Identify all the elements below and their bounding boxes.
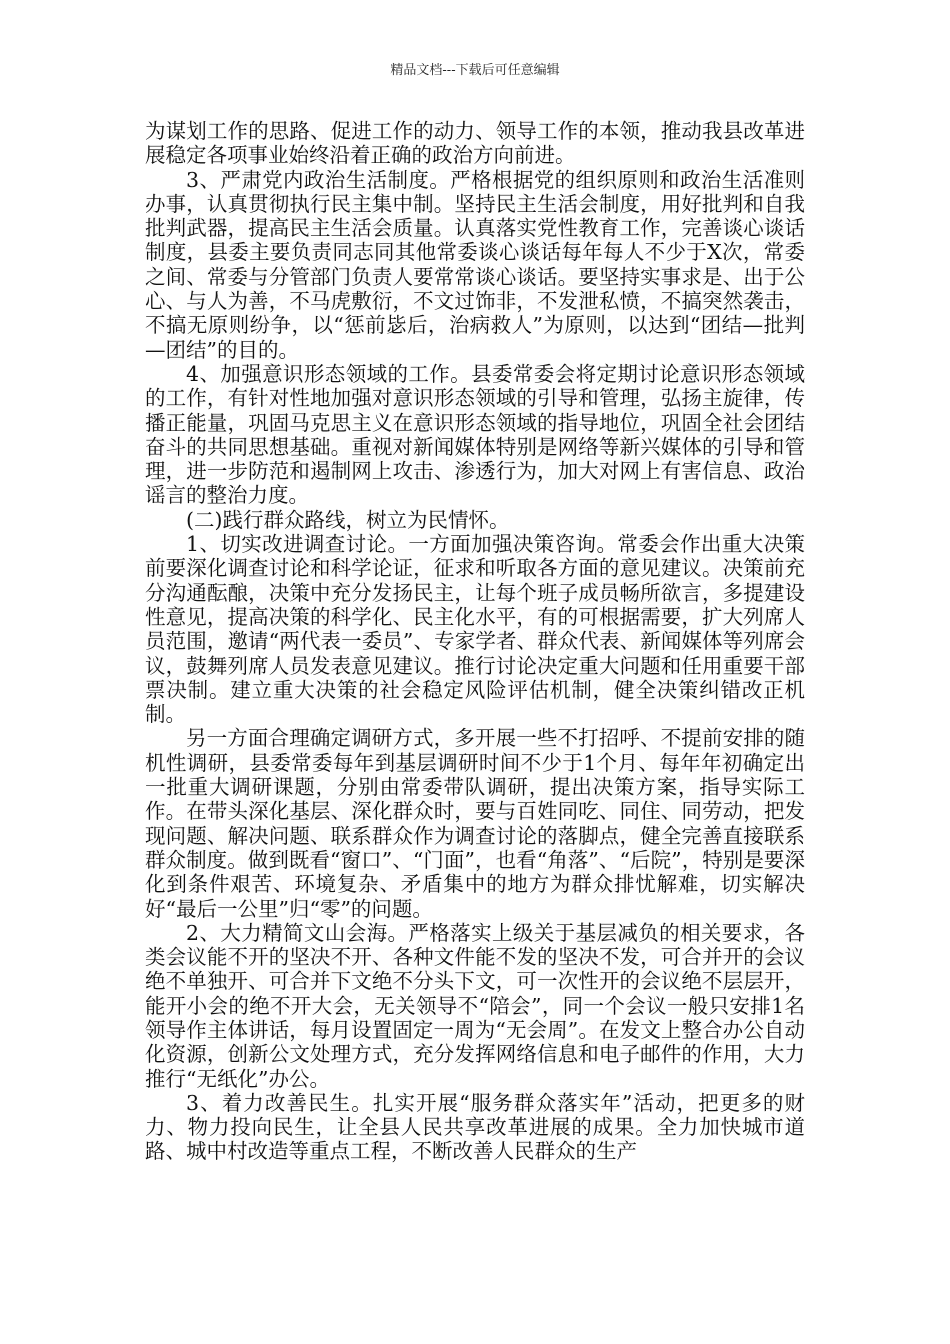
paragraph-4: 1、切实改进调查讨论。一方面加强决策咨询。常委会作出重大决策前要深化调查讨论和科学论证，征求和听取各方面的意见建议。决策前充分沟通酝酿，决策中充分发扬民主，让每个班子成员畅所欲言，多提建设性意见，提高决策的科学化、民主化水平，有的可根据需要，扩大列席人员范围，邀请“两代表一委员”、专家学者、群众代表、新闻媒体等列席会议，鼓舞列席人员发表意见建议。推行讨论决定重大问题和任用重要干部票决制。建立重大决策的社会稳定风险评估机制，健全决策纠错改正机制。: [145, 532, 805, 727]
section-heading: (二)践行群众路线，树立为民情怀。: [186, 507, 510, 532]
paragraph-5: 另一方面合理确定调研方式，多开展一些不打招呼、不提前安排的随机性调研，县委常委每年到基层调研时间不少于1个月、每年年初确定出一批重大调研课题，分别由常委带队调研，提出决策方案，指导实际工作。在带头深化基层、深化群众时，要与百姓同吃、同住、同劳动，把发现问题、解决问题、联系群众作为调查讨论的落脚点，健全完善直接联系群众制度。做到既看“窗口”、“门面”，也看“角落”、“后院”，特别是要深化到条件艰苦、环境复杂、矛盾集中的地方为群众排忧解难，切实解决好“最后一公里”归“零”的问题。: [145, 726, 805, 921]
page-header: 精品文档---下载后可任意编辑: [390, 63, 560, 78]
paragraph-1: 为谋划工作的思路、促进工作的动力、领导工作的本领，推动我县改革进展稳定各项事业始终沿着正确的政治方向前进。: [145, 119, 805, 168]
paragraph-6: 2、大力精简文山会海。严格落实上级关于基层减负的相关要求，各类会议能不开的坚决不开、各种文件能不发的坚决不发，可合并开的会议绝不单独开、可合并下文绝不分头下文，可一次性开的会议绝不层层开，能开小会的绝不开大会，无关领导不“陪会”，同一个会议一般只安排1名领导作主体讲话，每月设置固定一周为“无会周”。在发文上整合办公自动化资源，创新公文处理方式，充分发挥网络信息和电子邮件的作用，大力推行“无纸化”办公。: [145, 920, 805, 1091]
paragraph-2: 3、严肃党内政治生活制度。严格根据党的组织原则和政治生活准则办事，认真贯彻执行民主集中制。坚持民主生活会制度，用好批判和自我批判武器，提高民主生活会质量。认真落实党性教育工作，完善谈心谈话制度，县委主要负责同志同其他常委谈心谈话每年每人不少于X次，常委之间、常委与分管部门负责人要常常谈心谈话。要坚持实事求是、出于公心、与人为善，不马虎敷衍，不文过饰非，不发泄私愤，不搞突然袭击，不搞无原则纷争，以“惩前毖后，治病救人”为原则，以达到“团结—批判—团结”的目的。: [145, 167, 805, 362]
paragraph-3: 4、加强意识形态领域的工作。县委常委会将定期讨论意识形态领域的工作，有针对性地加强对意识形态领域的引导和管理，弘扬主旋律，传播正能量，巩固马克思主义在意识形态领域的指导地位，巩固全社会团结奋斗的共同思想基础。重视对新闻媒体特别是网络等新兴媒体的引导和管理，进一步防范和遏制网上攻击、渗透行为，加大对网上有害信息、政治谣言的整治力度。: [145, 361, 805, 508]
paragraph-7: 3、着力改善民生。扎实开展“服务群众落实年”活动，把更多的财力、物力投向民生，让全县人民共享改革进展的成果。全力加快城市道路、城中村改造等重点工程，不断改善人民群众的生产: [145, 1090, 805, 1164]
document-body: [145, 119, 805, 1164]
